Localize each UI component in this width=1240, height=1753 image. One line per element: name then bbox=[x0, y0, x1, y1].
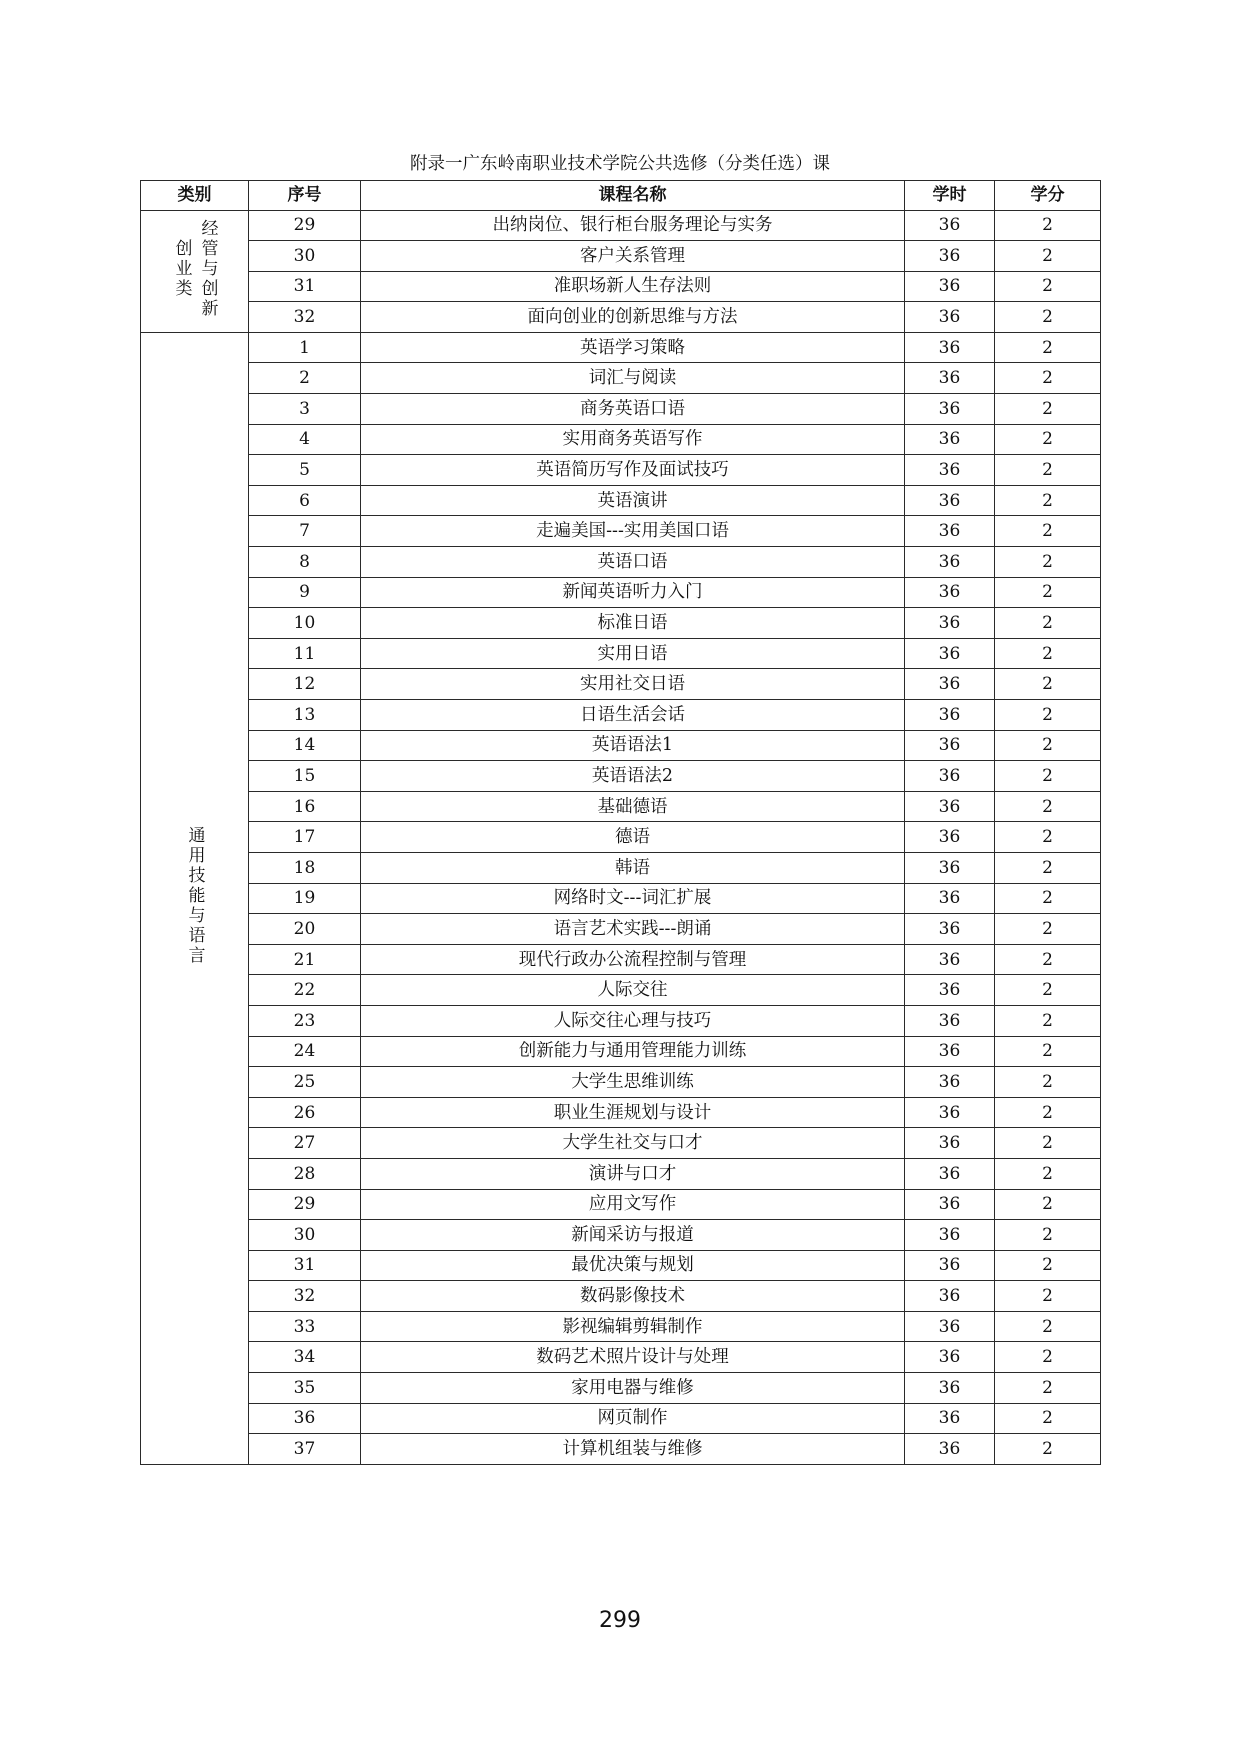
credits-cell: 2 bbox=[995, 1281, 1101, 1312]
header-row bbox=[141, 181, 1101, 211]
hours-cell: 36 bbox=[905, 1158, 995, 1189]
row-number-cell: 24 bbox=[249, 1036, 361, 1067]
credits-cell: 2 bbox=[995, 700, 1101, 731]
hours-cell: 36 bbox=[905, 730, 995, 761]
table-row bbox=[141, 975, 1101, 1006]
table-row bbox=[141, 638, 1101, 669]
table-row bbox=[141, 822, 1101, 853]
hours-cell: 36 bbox=[905, 1373, 995, 1404]
credits-cell: 2 bbox=[995, 1036, 1101, 1067]
course-name-cell: 英语语法1 bbox=[361, 730, 905, 761]
credits-cell: 2 bbox=[995, 761, 1101, 792]
table-row bbox=[141, 241, 1101, 272]
course-name-cell: 人际交往 bbox=[361, 975, 905, 1006]
hours-cell: 36 bbox=[905, 1067, 995, 1098]
row-number-cell: 16 bbox=[249, 791, 361, 822]
header-hours: 学时 bbox=[905, 181, 995, 211]
course-name-cell: 英语演讲 bbox=[361, 485, 905, 516]
course-name-cell: 实用日语 bbox=[361, 638, 905, 669]
header-credits: 学分 bbox=[995, 181, 1101, 211]
course-name-cell: 商务英语口语 bbox=[361, 394, 905, 425]
hours-cell: 36 bbox=[905, 1434, 995, 1465]
table-row bbox=[141, 1373, 1101, 1404]
row-number-cell: 34 bbox=[249, 1342, 361, 1373]
course-name-cell: 客户关系管理 bbox=[361, 241, 905, 272]
course-name-cell: 最优决策与规划 bbox=[361, 1250, 905, 1281]
row-number-cell: 35 bbox=[249, 1373, 361, 1404]
credits-cell: 2 bbox=[995, 455, 1101, 486]
credits-cell: 2 bbox=[995, 577, 1101, 608]
row-number-cell: 22 bbox=[249, 975, 361, 1006]
credits-cell: 2 bbox=[995, 1220, 1101, 1251]
credits-cell: 2 bbox=[995, 638, 1101, 669]
credits-cell: 2 bbox=[995, 914, 1101, 945]
course-name-cell: 出纳岗位、银行柜台服务理论与实务 bbox=[361, 210, 905, 241]
course-name-cell: 演讲与口才 bbox=[361, 1158, 905, 1189]
credits-cell: 2 bbox=[995, 394, 1101, 425]
credits-cell: 2 bbox=[995, 1097, 1101, 1128]
hours-cell: 36 bbox=[905, 761, 995, 792]
credits-cell: 2 bbox=[995, 210, 1101, 241]
course-name-cell: 实用社交日语 bbox=[361, 669, 905, 700]
table-row bbox=[141, 1036, 1101, 1067]
course-name-cell: 创新能力与通用管理能力训练 bbox=[361, 1036, 905, 1067]
credits-cell: 2 bbox=[995, 1250, 1101, 1281]
credits-cell: 2 bbox=[995, 302, 1101, 333]
credits-cell: 2 bbox=[995, 822, 1101, 853]
hours-cell: 36 bbox=[905, 1128, 995, 1159]
course-name-cell: 应用文写作 bbox=[361, 1189, 905, 1220]
hours-cell: 36 bbox=[905, 822, 995, 853]
course-table bbox=[140, 180, 1101, 1465]
course-name-cell: 家用电器与维修 bbox=[361, 1373, 905, 1404]
course-name-cell: 准职场新人生存法则 bbox=[361, 271, 905, 302]
credits-cell: 2 bbox=[995, 516, 1101, 547]
header-course-name: 课程名称 bbox=[361, 181, 905, 211]
hours-cell: 36 bbox=[905, 332, 995, 363]
hours-cell: 36 bbox=[905, 1342, 995, 1373]
hours-cell: 36 bbox=[905, 1403, 995, 1434]
table-row bbox=[141, 577, 1101, 608]
course-name-cell: 德语 bbox=[361, 822, 905, 853]
credits-cell: 2 bbox=[995, 1005, 1101, 1036]
credits-cell: 2 bbox=[995, 791, 1101, 822]
course-name-cell: 数码艺术照片设计与处理 bbox=[361, 1342, 905, 1373]
hours-cell: 36 bbox=[905, 975, 995, 1006]
row-number-cell: 13 bbox=[249, 700, 361, 731]
category-label: 经管与创新创业类 bbox=[171, 218, 218, 319]
header-category: 类别 bbox=[141, 181, 249, 211]
table-row bbox=[141, 271, 1101, 302]
course-name-cell: 英语语法2 bbox=[361, 761, 905, 792]
credits-cell: 2 bbox=[995, 1403, 1101, 1434]
course-name-cell: 新闻英语听力入门 bbox=[361, 577, 905, 608]
table-row bbox=[141, 1158, 1101, 1189]
table-row bbox=[141, 669, 1101, 700]
row-number-cell: 21 bbox=[249, 944, 361, 975]
hours-cell: 36 bbox=[905, 608, 995, 639]
row-number-cell: 18 bbox=[249, 852, 361, 883]
hours-cell: 36 bbox=[905, 1220, 995, 1251]
row-number-cell: 7 bbox=[249, 516, 361, 547]
course-name-cell: 新闻采访与报道 bbox=[361, 1220, 905, 1251]
credits-cell: 2 bbox=[995, 363, 1101, 394]
hours-cell: 36 bbox=[905, 914, 995, 945]
credits-cell: 2 bbox=[995, 1311, 1101, 1342]
row-number-cell: 30 bbox=[249, 1220, 361, 1251]
table-row bbox=[141, 516, 1101, 547]
row-number-cell: 8 bbox=[249, 547, 361, 578]
course-name-cell: 日语生活会话 bbox=[361, 700, 905, 731]
table-row bbox=[141, 1097, 1101, 1128]
hours-cell: 36 bbox=[905, 1250, 995, 1281]
credits-cell: 2 bbox=[995, 669, 1101, 700]
hours-cell: 36 bbox=[905, 1189, 995, 1220]
credits-cell: 2 bbox=[995, 883, 1101, 914]
credits-cell: 2 bbox=[995, 608, 1101, 639]
row-number-cell: 33 bbox=[249, 1311, 361, 1342]
row-number-cell: 19 bbox=[249, 883, 361, 914]
table-row bbox=[141, 485, 1101, 516]
row-number-cell: 29 bbox=[249, 1189, 361, 1220]
row-number-cell: 17 bbox=[249, 822, 361, 853]
course-name-cell: 英语口语 bbox=[361, 547, 905, 578]
table-row bbox=[141, 791, 1101, 822]
course-name-cell: 面向创业的创新思维与方法 bbox=[361, 302, 905, 333]
hours-cell: 36 bbox=[905, 700, 995, 731]
credits-cell: 2 bbox=[995, 975, 1101, 1006]
credits-cell: 2 bbox=[995, 1373, 1101, 1404]
table-row bbox=[141, 210, 1101, 241]
hours-cell: 36 bbox=[905, 1281, 995, 1312]
row-number-cell: 14 bbox=[249, 730, 361, 761]
row-number-cell: 31 bbox=[249, 1250, 361, 1281]
table-row bbox=[141, 424, 1101, 455]
hours-cell: 36 bbox=[905, 638, 995, 669]
row-number-cell: 27 bbox=[249, 1128, 361, 1159]
table-row bbox=[141, 1403, 1101, 1434]
course-name-cell: 大学生思维训练 bbox=[361, 1067, 905, 1098]
table-row bbox=[141, 547, 1101, 578]
row-number-cell: 37 bbox=[249, 1434, 361, 1465]
table-row bbox=[141, 608, 1101, 639]
credits-cell: 2 bbox=[995, 1189, 1101, 1220]
course-name-cell: 现代行政办公流程控制与管理 bbox=[361, 944, 905, 975]
hours-cell: 36 bbox=[905, 547, 995, 578]
course-name-cell: 计算机组装与维修 bbox=[361, 1434, 905, 1465]
hours-cell: 36 bbox=[905, 271, 995, 302]
row-number-cell: 6 bbox=[249, 485, 361, 516]
table-row bbox=[141, 883, 1101, 914]
category-label: 通用技能与语言 bbox=[184, 825, 205, 966]
hours-cell: 36 bbox=[905, 1311, 995, 1342]
row-number-cell: 28 bbox=[249, 1158, 361, 1189]
table-row bbox=[141, 700, 1101, 731]
course-name-cell: 实用商务英语写作 bbox=[361, 424, 905, 455]
course-name-cell: 语言艺术实践---朗诵 bbox=[361, 914, 905, 945]
table-row bbox=[141, 730, 1101, 761]
table-row bbox=[141, 944, 1101, 975]
hours-cell: 36 bbox=[905, 669, 995, 700]
table-row bbox=[141, 1220, 1101, 1251]
table-row bbox=[141, 1250, 1101, 1281]
table-row bbox=[141, 761, 1101, 792]
course-name-cell: 英语学习策略 bbox=[361, 332, 905, 363]
hours-cell: 36 bbox=[905, 210, 995, 241]
hours-cell: 36 bbox=[905, 241, 995, 272]
course-name-cell: 英语简历写作及面试技巧 bbox=[361, 455, 905, 486]
hours-cell: 36 bbox=[905, 883, 995, 914]
hours-cell: 36 bbox=[905, 944, 995, 975]
hours-cell: 36 bbox=[905, 577, 995, 608]
row-number-cell: 11 bbox=[249, 638, 361, 669]
course-table-body bbox=[141, 210, 1101, 1464]
row-number-cell: 4 bbox=[249, 424, 361, 455]
page-number: 299 bbox=[599, 1608, 641, 1633]
table-row bbox=[141, 1128, 1101, 1159]
course-name-cell: 韩语 bbox=[361, 852, 905, 883]
hours-cell: 36 bbox=[905, 852, 995, 883]
credits-cell: 2 bbox=[995, 332, 1101, 363]
hours-cell: 36 bbox=[905, 302, 995, 333]
credits-cell: 2 bbox=[995, 241, 1101, 272]
credits-cell: 2 bbox=[995, 852, 1101, 883]
hours-cell: 36 bbox=[905, 485, 995, 516]
credits-cell: 2 bbox=[995, 730, 1101, 761]
hours-cell: 36 bbox=[905, 455, 995, 486]
table-row bbox=[141, 1311, 1101, 1342]
table-row bbox=[141, 1342, 1101, 1373]
document-title: 附录一广东岭南职业技术学院公共选修（分类任选）课 bbox=[410, 154, 830, 174]
table-row bbox=[141, 1005, 1101, 1036]
row-number-cell: 9 bbox=[249, 577, 361, 608]
course-name-cell: 数码影像技术 bbox=[361, 1281, 905, 1312]
credits-cell: 2 bbox=[995, 485, 1101, 516]
row-number-cell: 36 bbox=[249, 1403, 361, 1434]
course-name-cell: 词汇与阅读 bbox=[361, 363, 905, 394]
course-name-cell: 网络时文---词汇扩展 bbox=[361, 883, 905, 914]
hours-cell: 36 bbox=[905, 791, 995, 822]
row-number-cell: 5 bbox=[249, 455, 361, 486]
row-number-cell: 32 bbox=[249, 1281, 361, 1312]
hours-cell: 36 bbox=[905, 1036, 995, 1067]
course-table-header bbox=[141, 181, 1101, 211]
row-number-cell: 26 bbox=[249, 1097, 361, 1128]
credits-cell: 2 bbox=[995, 1342, 1101, 1373]
row-number-cell: 32 bbox=[249, 302, 361, 333]
hours-cell: 36 bbox=[905, 1097, 995, 1128]
course-name-cell: 标准日语 bbox=[361, 608, 905, 639]
table-row bbox=[141, 914, 1101, 945]
credits-cell: 2 bbox=[995, 547, 1101, 578]
course-name-cell: 职业生涯规划与设计 bbox=[361, 1097, 905, 1128]
credits-cell: 2 bbox=[995, 944, 1101, 975]
credits-cell: 2 bbox=[995, 271, 1101, 302]
table-row bbox=[141, 852, 1101, 883]
hours-cell: 36 bbox=[905, 363, 995, 394]
credits-cell: 2 bbox=[995, 1434, 1101, 1465]
course-name-cell: 网页制作 bbox=[361, 1403, 905, 1434]
course-name-cell: 走遍美国---实用美国口语 bbox=[361, 516, 905, 547]
course-name-cell: 人际交往心理与技巧 bbox=[361, 1005, 905, 1036]
row-number-cell: 3 bbox=[249, 394, 361, 425]
credits-cell: 2 bbox=[995, 1128, 1101, 1159]
row-number-cell: 25 bbox=[249, 1067, 361, 1098]
credits-cell: 2 bbox=[995, 1158, 1101, 1189]
hours-cell: 36 bbox=[905, 1005, 995, 1036]
table-row bbox=[141, 1434, 1101, 1465]
course-name-cell: 基础德语 bbox=[361, 791, 905, 822]
hours-cell: 36 bbox=[905, 424, 995, 455]
course-name-cell: 影视编辑剪辑制作 bbox=[361, 1311, 905, 1342]
table-row bbox=[141, 332, 1101, 363]
row-number-cell: 23 bbox=[249, 1005, 361, 1036]
header-number: 序号 bbox=[249, 181, 361, 211]
table-row bbox=[141, 394, 1101, 425]
row-number-cell: 10 bbox=[249, 608, 361, 639]
table-row bbox=[141, 455, 1101, 486]
row-number-cell: 31 bbox=[249, 271, 361, 302]
row-number-cell: 30 bbox=[249, 241, 361, 272]
row-number-cell: 1 bbox=[249, 332, 361, 363]
category-cell bbox=[141, 210, 249, 332]
table-row bbox=[141, 363, 1101, 394]
row-number-cell: 15 bbox=[249, 761, 361, 792]
hours-cell: 36 bbox=[905, 516, 995, 547]
credits-cell: 2 bbox=[995, 424, 1101, 455]
course-name-cell: 大学生社交与口才 bbox=[361, 1128, 905, 1159]
table-row bbox=[141, 1281, 1101, 1312]
row-number-cell: 29 bbox=[249, 210, 361, 241]
credits-cell: 2 bbox=[995, 1067, 1101, 1098]
hours-cell: 36 bbox=[905, 394, 995, 425]
row-number-cell: 2 bbox=[249, 363, 361, 394]
table-row bbox=[141, 1189, 1101, 1220]
table-row bbox=[141, 302, 1101, 333]
table-row bbox=[141, 1067, 1101, 1098]
row-number-cell: 20 bbox=[249, 914, 361, 945]
category-cell bbox=[141, 332, 249, 1464]
row-number-cell: 12 bbox=[249, 669, 361, 700]
